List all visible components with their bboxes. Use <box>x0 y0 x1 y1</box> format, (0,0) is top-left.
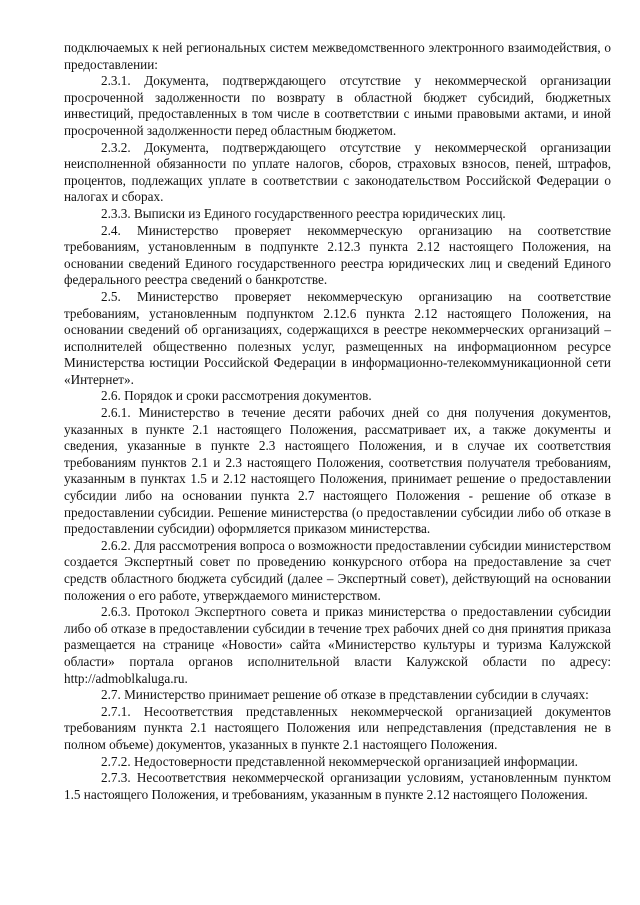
paragraph-2-3-2: 2.3.2. Документа, подтверждающего отсутствие у некоммерческой организации неисполненной обязанности по уплате налогов, сборов, страховых взносов, пеней, штрафов, процентов, подлежащих уплате в соответствии с законодательством Российской Федерации о налогах и сборах. <box>64 139 611 205</box>
paragraph-2-6: 2.6. Порядок и сроки рассмотрения документов. <box>101 388 372 404</box>
paragraph-2-7-3: 2.7.3. Несоответствия некоммерческой организации условиям, установленным пунктом 1.5 настоящего Положения, и требованиям, указанным в пункте 2.12 настоящего Положения. <box>64 770 611 802</box>
paragraph-2-3-1: 2.3.1. Документа, подтверждающего отсутствие у некоммерческой организации просроченной задолженности по возврату в областной бюджет субсидий, бюджетных инвестиций, предоставленных в том числе в соответствии с иными правовыми актами, и иной просроченной задолженности перед областным бюджетом. <box>64 73 611 138</box>
paragraph-2-7-1: 2.7.1. Несоответствия представленных некоммерческой организацией документов требованиям пункта 2.1 настоящего Положения или непредставления (представления не в полном объеме) документов, указанных в пункте 2.1 настоящего Положения. <box>64 703 611 752</box>
paragraph-2-6-3: 2.6.3. Протокол Экспертного совета и приказ министерства о предоставлении субсидии либо об отказе в предоставлении субсидии в течение трех рабочих дней со дня принятия приказа размещается на странице «Новости» сайта «Министерство культуры и туризма Калужской области» портала органов исполнительной власти Калужской области по адресу: http://admoblkaluga.ru. <box>64 604 611 686</box>
paragraph-2-7-2: 2.7.2. Недостоверности представленной некоммерческой организацией информации. <box>101 753 578 769</box>
document-page <box>64 40 611 803</box>
paragraph-2-3-3: 2.3.3. Выписки из Единого государственного реестра юридических лиц. <box>101 205 506 221</box>
paragraph-2-6-1: 2.6.1. Министерство в течение десяти рабочих дней со дня получения документов, указанных в пункте 2.1 настоящего Положения, рассматривает их, а также документы и сведения, указанные в пункте 2.3 настоящего Положения, и в случае их соответствия требованиям пунктов 2.1 и 2.3 настоящего Положения, соответствия получателя требованиям, указанным в пунктах 1.5 и 2.12 настоящего Положения, принимает решение о предоставлении субсидии либо на основании пункта 2.7 настоящего Положения - решение об отказе в предоставлении субсидии. Решение министерства (о предоставлении субсидии либо об отказе в предоставлении субсидии) оформляется приказом министерства. <box>64 405 611 537</box>
paragraph-2-7: 2.7. Министерство принимает решение об отказе в представлении субсидии в случаях: <box>101 687 589 703</box>
paragraph-2-5: 2.5. Министерство проверяет некоммерческую организацию на соответствие требованиям, установленным подпунктом 2.12.6 пункта 2.12 настоящего Положения, на основании сведений об организациях, содержащихся в реестре некоммерческих организаций – исполнителей общественно полезных услуг, размещенных на информационном ресурсе Министерства юстиции Российской Федерации в информационно-телекоммуникационной сети «Интернет». <box>64 288 611 387</box>
paragraph-continuation: подключаемых к ней региональных систем межведомственного электронного взаимодействия, о предоставлении: <box>64 40 611 72</box>
paragraph-2-4: 2.4. Министерство проверяет некоммерческую организацию на соответствие требованиям, установленным в подпункте 2.12.3 пункта 2.12 настоящего Положения, на основании сведений Единого государственного реестра юридических лиц и сведений Единого федерального реестра сведений о банкротстве. <box>64 222 611 288</box>
paragraph-2-6-2: 2.6.2. Для рассмотрения вопроса о возможности предоставлении субсидии министерством создается Экспертный совет по проведению конкурсного отбора на предоставление за счет средств областного бюджета субсидий (далее – Экспертный совет), действующий на основании положения о его работе, утверждаемого министерством. <box>64 537 611 603</box>
